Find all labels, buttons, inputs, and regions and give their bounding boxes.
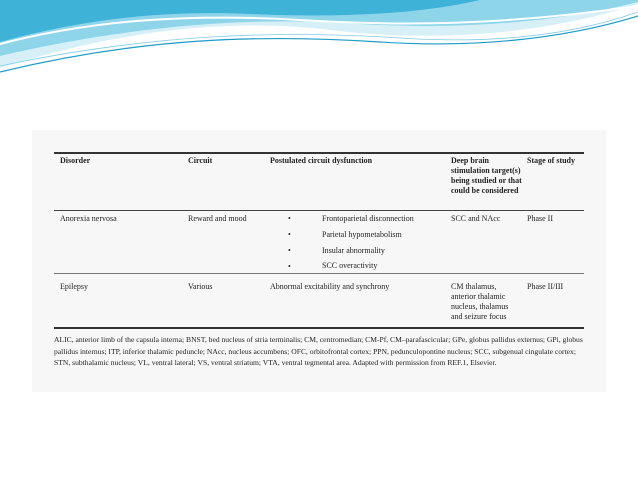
table-row-divider [54,273,584,274]
table-footnote: ALIC, anterior limb of the capsula interna; BNST, bed nucleus of stria terminalis; CM, centromedian; CM-Pf, CM–parafascicular; GPe, globus pallidus externus; GPi, globus pallidus internus; ITP, inferior thalamic peduncle; NAcc, nucleus accumbens; OFC, orbitofrontal cortex; PPN, pedunculopontine nucleus; SCC, subgenual cingulate cortex; STN, subthalamic nucleus; VL, ventral lateral; VS, ventral striatum; VTA, ventral tegmental area. Adapted with permission from REF.1, Elsevier. [54,335,583,367]
row2-disorder: Epilepsy [60,282,88,291]
header-dbs-target: Deep brain stimulation target(s) being studied or that could be considered [451,156,522,195]
row1-dysfunction-item: SCC overactivity [322,261,378,270]
row1-stage: Phase II [527,214,553,223]
row1-dysfunction-item: Parietal hypometabolism [322,230,402,239]
header-dysfunction: Postulated circuit dysfunction [270,156,373,165]
header-stage: Stage of study [527,156,576,165]
table-bottom-rule [54,327,584,329]
row1-bullet: • [288,262,291,271]
table-figure [32,130,606,392]
row2-dbs-target: CM thalamus, anterior thalamic nucleus, thalamus and seizure focus [451,282,509,321]
table-header-rule [54,210,584,211]
row2-circuit: Various [188,282,213,291]
row1-dysfunction-item: Frontoparietal disconnection [322,214,414,223]
row1-bullet: • [288,230,291,239]
row2-stage: Phase II/III [527,282,564,291]
header-disorder: Disorder [60,156,91,165]
table-top-rule [54,152,584,154]
header-circuit: Circuit [188,156,213,165]
decorative-wave-banner [0,0,638,80]
row1-circuit: Reward and mood [188,214,247,223]
row1-disorder: Anorexia nervosa [60,214,117,223]
row1-bullet: • [288,214,291,223]
row2-dysfunction: Abnormal excitability and synchrony [270,282,390,291]
row1-dbs-target: SCC and NAcc [451,214,501,223]
row1-dysfunction-item: Insular abnormality [322,246,385,255]
row1-bullet: • [288,246,291,255]
